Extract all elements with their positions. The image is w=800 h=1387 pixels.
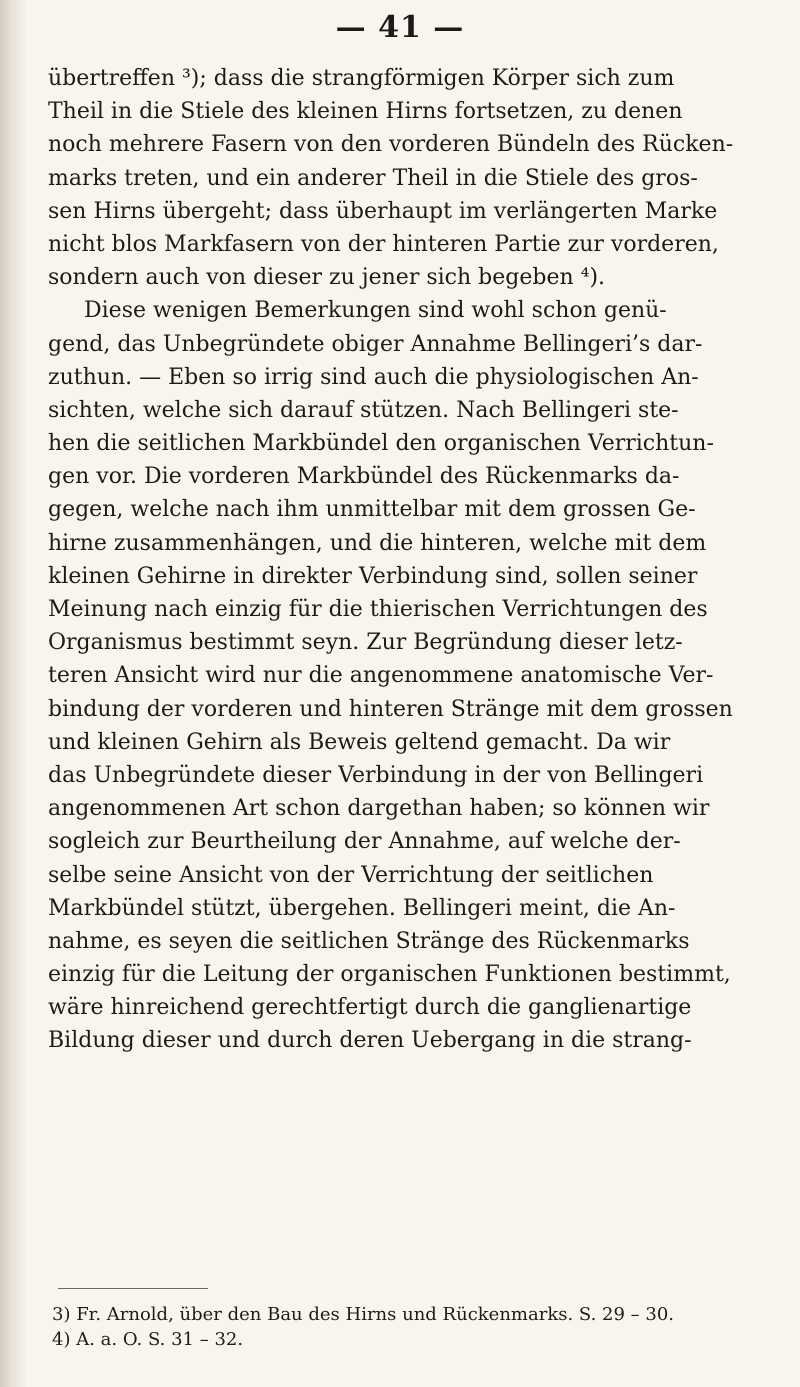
footnote: 3) Fr. Arnold, über den Bau des Hirns und Rückenmarks. S. 29 – 30. (52, 1304, 675, 1325)
text-line: teren Ansicht wird nur die angenommene anatomische Ver- (48, 663, 714, 689)
text-line: angenommenen Art schon dargethan haben; so können wir (48, 796, 710, 822)
binding-shadow (0, 0, 28, 1387)
text-line: einzig für die Leitung der organischen Funktionen bestimmt, (48, 962, 731, 988)
body-text (48, 62, 756, 1058)
text-line: Meinung nach einzig für die thierischen Verrichtungen des (48, 597, 708, 622)
text-line: Organismus bestimmt seyn. Zur Begründung dieser letz- (48, 630, 683, 656)
text-line: kleinen Gehirne in direkter Verbindung sind, sollen seiner (48, 563, 698, 589)
text-line: noch mehrere Fasern von den vorderen Bündeln des Rücken- (48, 132, 734, 158)
text-line: übertreffen ³); dass die strangförmigen Körper sich zum (48, 66, 675, 91)
text-line: zuthun. — Eben so irrig sind auch die physiologischen An- (48, 364, 699, 390)
footnote-divider (58, 1288, 208, 1289)
text-line: und kleinen Gehirn als Beweis geltend gemacht. Da wir (48, 729, 671, 755)
text-line: Bildung dieser und durch deren Uebergang in die strang- (48, 1028, 692, 1054)
text-line: sondern auch von dieser zu jener sich begeben ⁴). (48, 265, 606, 291)
text-line: gen vor. Die vorderen Markbündel des Rückenmarks da- (48, 464, 680, 490)
page-number: — 41 — (335, 10, 465, 45)
text-line: hen die seitlichen Markbündel den organischen Verrichtun- (48, 431, 714, 457)
text-line: das Unbegründete dieser Verbindung in der von Bellingeri (48, 762, 704, 788)
text-line: nicht blos Markfasern von der hinteren Partie zur vorderen, (48, 231, 719, 257)
text-line: Diese wenigen Bemerkungen sind wohl schon genü- (84, 298, 667, 324)
footnotes (52, 1302, 732, 1352)
text-line: Markbündel stützt, übergehen. Bellingeri meint, die An- (48, 895, 676, 921)
text-line: bindung der vorderen und hinteren Stränge mit dem grossen (48, 696, 733, 722)
text-line: gegen, welche nach ihm unmittelbar mit dem grossen Ge- (48, 497, 696, 523)
text-line: Theil in die Stiele des kleinen Hirns fortsetzen, zu denen (48, 99, 683, 125)
text-line: sen Hirns übergeht; dass überhaupt im verlängerten Marke (48, 198, 718, 224)
text-line: nahme, es seyen die seitlichen Stränge des Rückenmarks (48, 928, 690, 954)
text-line: wäre hinreichend gerechtfertigt durch die ganglienartige (48, 995, 692, 1021)
text-line: selbe seine Ansicht von der Verrichtung der seitlichen (48, 862, 654, 888)
text-line: marks treten, und ein anderer Theil in die Stiele des gros- (48, 165, 698, 191)
footnote: 4) A. a. O. S. 31 – 32. (52, 1329, 244, 1350)
text-line: hirne zusammenhängen, und die hinteren, welche mit dem (48, 530, 707, 556)
text-line: sichten, welche sich darauf stützen. Nach Bellingeri ste- (48, 397, 679, 423)
text-line: sogleich zur Beurtheilung der Annahme, auf welche der- (48, 829, 681, 855)
text-line: gend, das Unbegründete obiger Annahme Bellingeri’s dar- (48, 331, 703, 357)
